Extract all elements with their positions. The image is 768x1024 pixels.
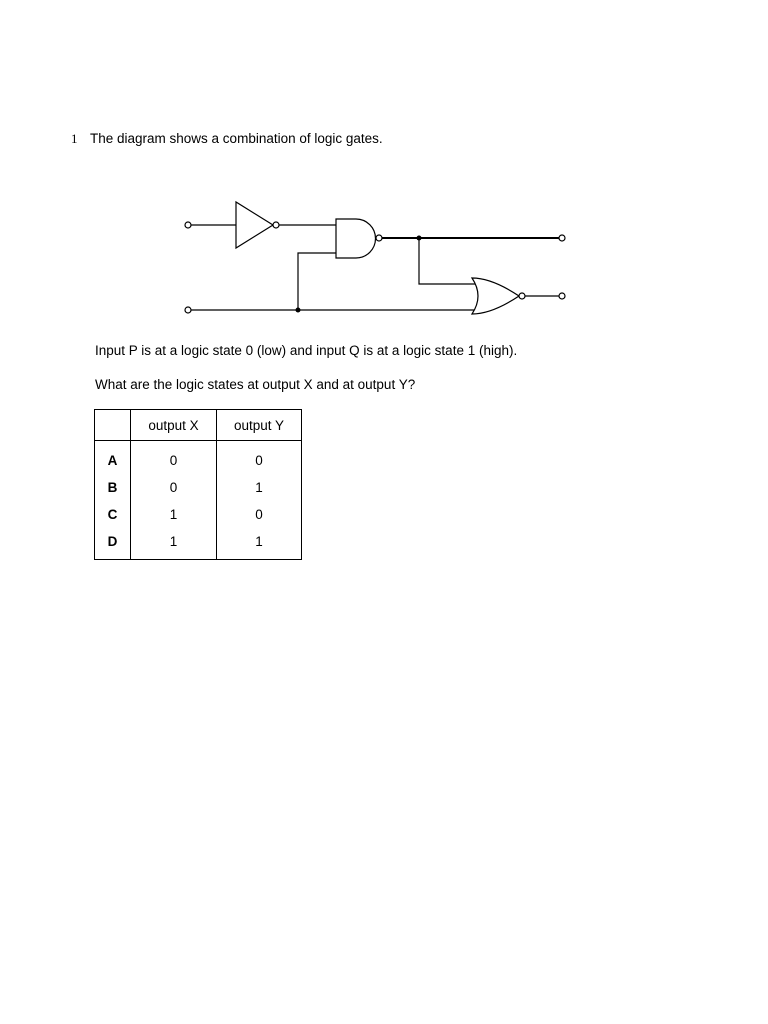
header-output-x: output X: [131, 410, 217, 441]
header-blank: [95, 410, 131, 441]
answer-options-table: [94, 409, 302, 560]
junction-dot-x: [417, 236, 422, 241]
not-gate-bubble: [273, 222, 279, 228]
wire-branch-to-nor: [419, 238, 477, 284]
question-prompt-text: What are the logic states at output X and at output Y?: [95, 377, 416, 392]
output-x-terminal: [559, 235, 565, 241]
option-output-y: 1: [217, 528, 302, 560]
nor-gate: [472, 278, 519, 314]
option-output-x: 1: [131, 528, 217, 560]
option-row-c[interactable]: [95, 501, 302, 528]
input-states-text: Input P is at a logic state 0 (low) and input Q is at a logic state 1 (high).: [95, 343, 518, 358]
option-row-a[interactable]: [95, 441, 302, 475]
option-output-x: 0: [131, 441, 217, 475]
nand-gate: [336, 219, 376, 258]
question-number: 1: [71, 131, 78, 146]
option-label: C: [95, 501, 131, 528]
input-q-terminal: [185, 307, 191, 313]
not-gate: [236, 202, 273, 248]
question-text: The diagram shows a combination of logic gates.: [90, 131, 383, 146]
option-row-b[interactable]: [95, 474, 302, 501]
option-label: A: [95, 441, 131, 475]
option-output-x: 0: [131, 474, 217, 501]
table-header-row: [95, 410, 302, 441]
output-y-terminal: [559, 293, 565, 299]
option-output-y: 0: [217, 501, 302, 528]
junction-dot-q: [296, 308, 301, 313]
option-output-y: 1: [217, 474, 302, 501]
header-output-y: output Y: [217, 410, 302, 441]
option-label: B: [95, 474, 131, 501]
option-row-d[interactable]: [95, 528, 302, 560]
nor-gate-bubble: [519, 293, 525, 299]
option-label: D: [95, 528, 131, 560]
nand-gate-bubble: [376, 235, 382, 241]
option-output-y: 0: [217, 441, 302, 475]
option-output-x: 1: [131, 501, 217, 528]
input-p-terminal: [185, 222, 191, 228]
wire-q-to-nand: [298, 253, 336, 310]
